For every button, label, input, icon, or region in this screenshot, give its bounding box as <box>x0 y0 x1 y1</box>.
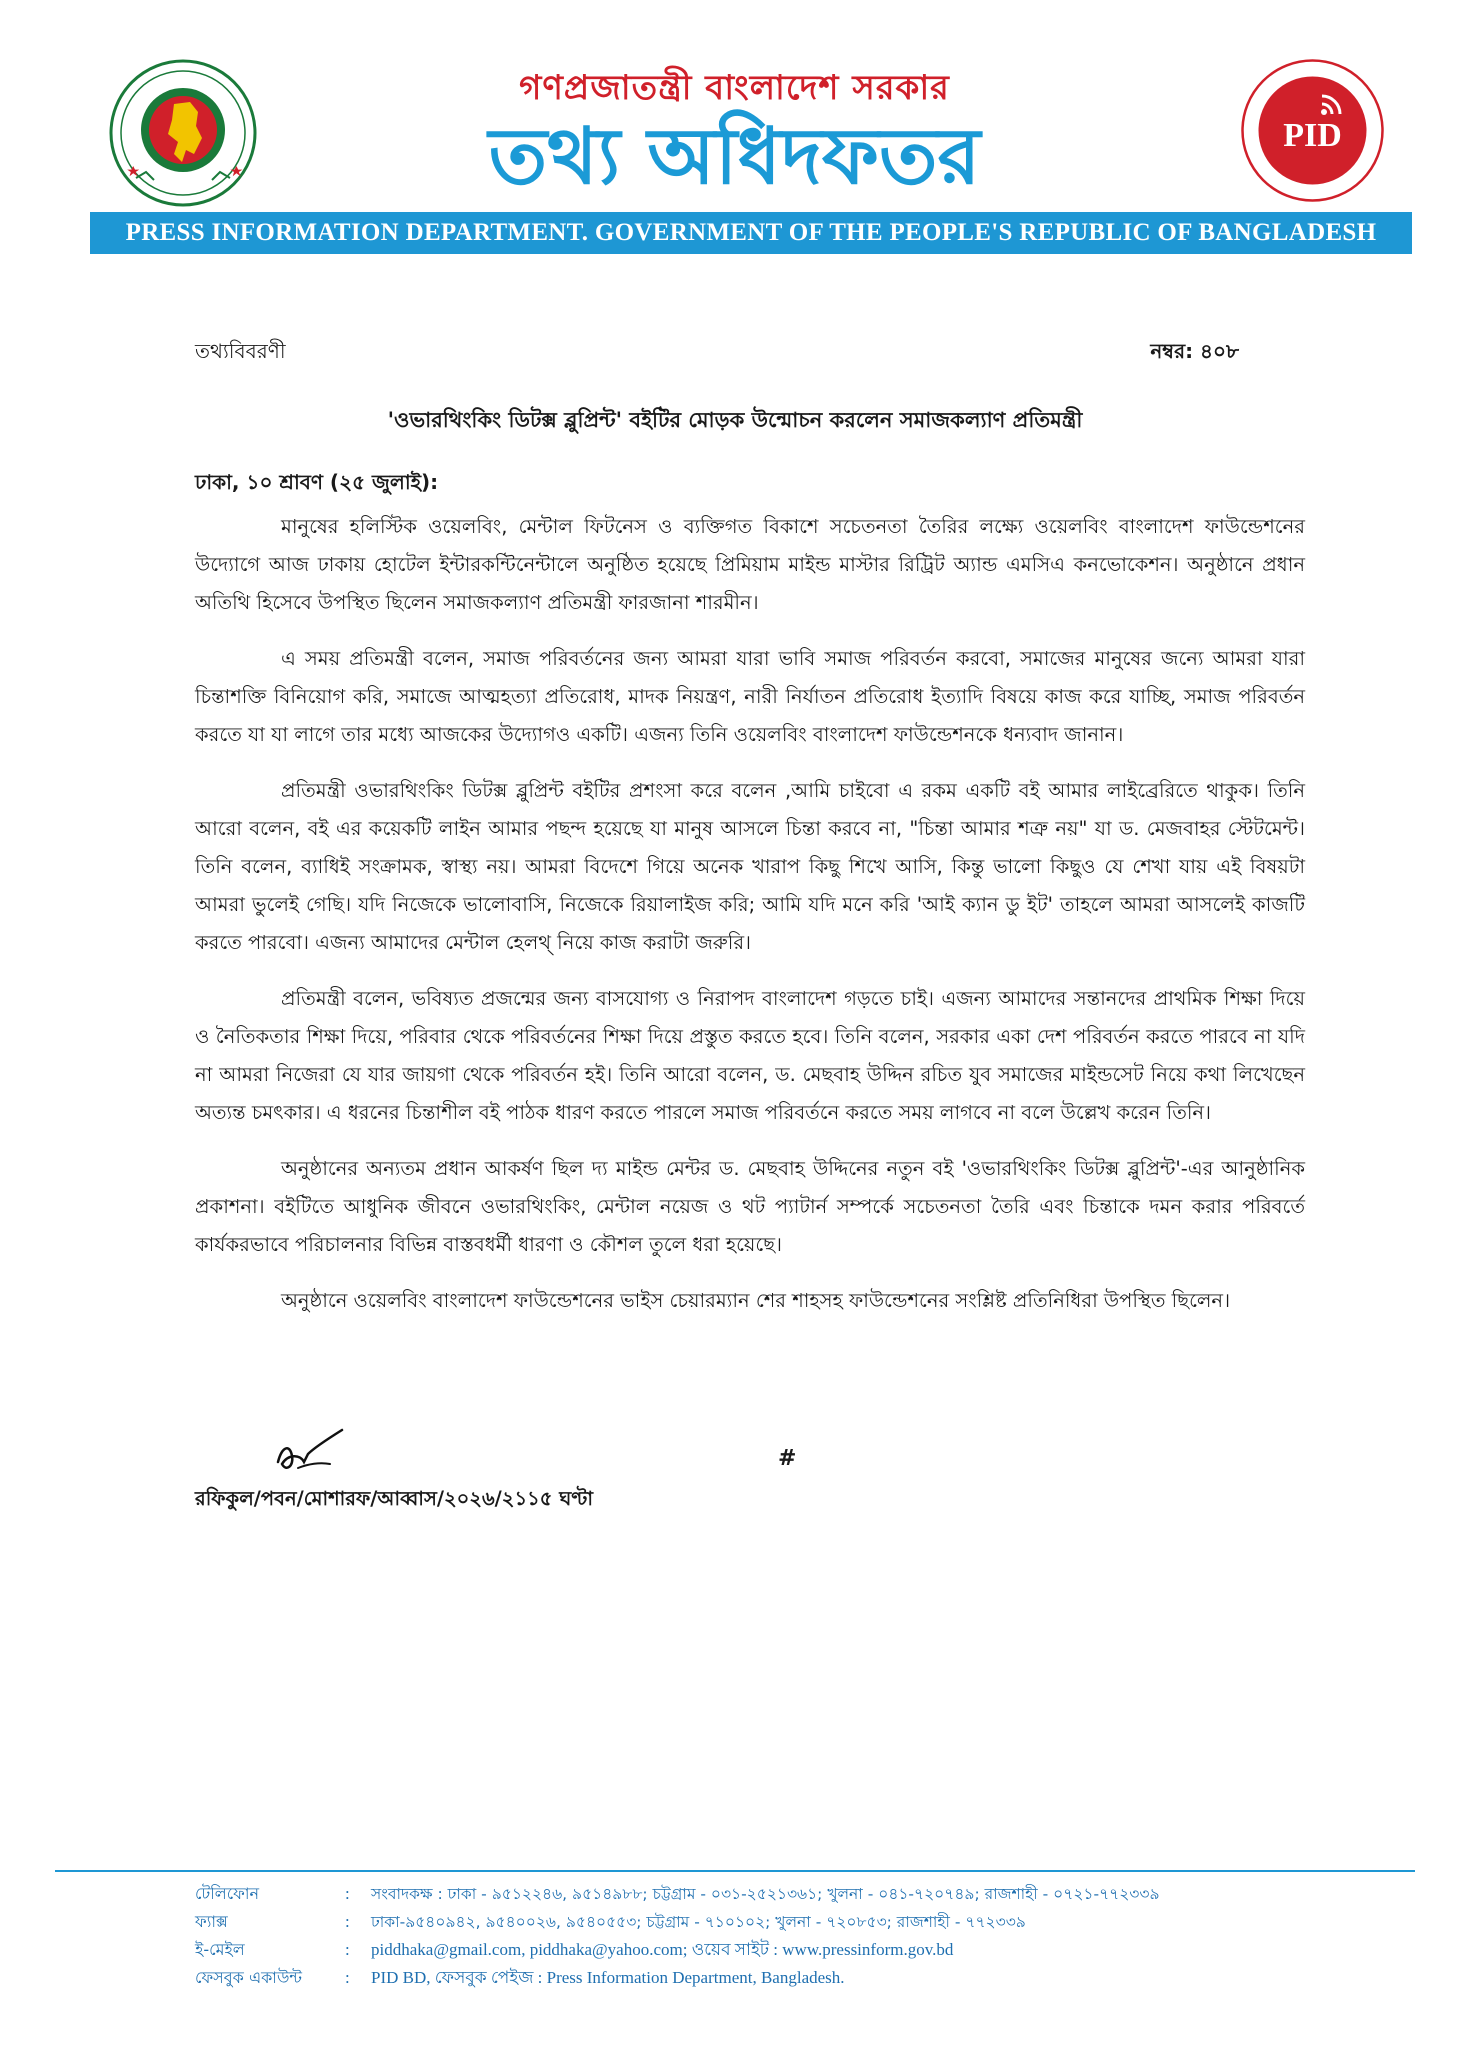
footer-value: সংবাদকক্ষ : ঢাকা - ৯৫১২২৪৬, ৯৫১৪৯৮৮; চট্টগ্রাম - ০৩১-২৫২১৩৬১; খুলনা - ০৪১-৭২০৭৪৯; রাজশাহী - ০৭২১-৭৭২৩৩৯ <box>371 1885 1160 1903</box>
footer-colon: : <box>345 1968 350 1987</box>
body-paragraph: প্রতিমন্ত্রী ওভারথিংকিং ডিটক্স ব্লুপ্রিন্ট বইটির প্রশংসা করে বলেন ,আমি চাইবো এ রকম একটি বই আমার লাইব্রেরিতে থাকুক। তিনি আরো বলেন, বই এর কয়েকটি লাইন আমার পছন্দ হয়েছে যা মানুষ আসলে চিন্তা করবে না, "চিন্তা আমার শত্রু নয়" যা ড. মেজবাহর স্টেটমেন্ট। তিনি বলেন, ব্যাধিই সংক্রামক, স্বাস্থ্য নয়। আমরা বিদেশে গিয়ে অনেক খারাপ কিছু শিখে আসি, কিন্তু ভালো কিছুও যে শেখা যায় এই বিষয়টা আমরা ভুলেই গেছি। যদি নিজেকে ভালোবাসি, নিজেকে রিয়ালাইজ করি; আমি যদি মনে করি 'আই ক্যান ডু ইট' তাহলে আমরা আসলেই কাজটি করতে পারবো। এজন্য আমাদের মেন্টাল হেলথ্ নিয়ে কাজ করাটা জরুরি। <box>195 779 1305 954</box>
press-release-body <box>195 508 1305 1338</box>
footer-divider <box>55 1870 1415 1872</box>
footer-label: ই-মেইল <box>195 1940 245 1959</box>
reference-line: রফিকুল/পবন/মোশারফ/আব্বাস/২০২৬/২১১৫ ঘণ্টা <box>195 1487 594 1510</box>
footer-value: piddhaka@gmail.com, piddhaka@yahoo.com; ওয়েব সাইট : www.pressinform.gov.bd <box>371 1940 954 1959</box>
body-paragraph: অনুষ্ঠানে ওয়েলবিং বাংলাদেশ ফাউন্ডেশনের ভাইস চেয়ারম্যান শের শাহসহ ফাউন্ডেশনের সংশ্লিষ্ট প্রতিনিধিরা উপস্থিত ছিলেন। <box>281 1289 1231 1312</box>
government-title: গণপ্রজাতন্ত্রী বাংলাদেশ সরকার <box>519 68 950 108</box>
footer-row-email <box>195 1936 1345 1964</box>
footer-label: ফ্যাক্স <box>195 1912 228 1931</box>
document-type: তথ্যবিবরণী <box>195 339 286 363</box>
end-mark: # <box>778 1446 797 1471</box>
body-paragraph: মানুষের হলিস্টিক ওয়েলবিং, মেন্টাল ফিটনেস ও ব্যক্তিগত বিকাশে সচেতনতা তৈরির লক্ষ্যে ওয়েলবিং বাংলাদেশ ফাউন্ডেশনের উদ্যোগে আজ ঢাকায় হোটেল ইন্টারকন্টিনেন্টালে অনুষ্ঠিত হয়েছে প্রিমিয়াম মাইন্ড মাস্টার রিট্রিট অ্যান্ড এমসিএ কনভোকেশন। অনুষ্ঠানে প্রধান অতিথি হিসেবে উপস্থিত ছিলেন সমাজকল্যাণ প্রতিমন্ত্রী ফারজানা শারমীন। <box>195 515 1305 614</box>
letterhead <box>0 0 1469 260</box>
department-title-bangla: তথ্য অধিদফতর <box>488 112 981 202</box>
department-title-english: PRESS INFORMATION DEPARTMENT. GOVERNMENT OF THE PEOPLE'S REPUBLIC OF BANGLADESH <box>90 212 1412 254</box>
signature-icon <box>268 1424 368 1484</box>
footer-label: ফেসবুক একাউন্ট <box>195 1968 302 1987</box>
footer-colon: : <box>345 1884 350 1903</box>
footer-row-facebook <box>195 1964 1345 1992</box>
footer-row-fax <box>195 1908 1345 1936</box>
svg-text:PID: PID <box>1283 117 1342 154</box>
body-paragraph: অনুষ্ঠানের অন্যতম প্রধান আকর্ষণ ছিল দ্য মাইন্ড মেন্টর ড. মেছবাহ উদ্দিনের নতুন বই 'ওভারথিংকিং ডিটক্স ব্লুপ্রিন্ট'-এর আনুষ্ঠানিক প্রকাশনা। বইটিতে আধুনিক জীবনে ওভারথিংকিং, মেন্টাল নয়েজ ও থট প্যাটার্ন সম্পর্কে সচেতনতা তৈরি এবং চিন্তাকে দমন করার পরিবর্তে কার্যকরভাবে পরিচালনার বিভিন্ন বাস্তবধর্মী ধারণা ও কৌশল তুলে ধরা হয়েছে। <box>195 1157 1305 1256</box>
footer-colon: : <box>345 1940 350 1959</box>
footer-row-telephone <box>195 1880 1345 1908</box>
dateline: ঢাকা, ১০ শ্রাবণ (২৫ জুলাই): <box>195 470 439 494</box>
footer-label: টেলিফোন <box>195 1884 260 1903</box>
press-release-headline: 'ওভারথিংকিং ডিটক্স ব্লুপ্রিন্ট' বইটির মোড়ক উন্মোচন করলেন সমাজকল্যাণ প্রতিমন্ত্রী <box>387 408 1083 432</box>
contact-footer <box>195 1880 1345 1992</box>
body-paragraph: প্রতিমন্ত্রী বলেন, ভবিষ্যত প্রজন্মের জন্য বাসযোগ্য ও নিরাপদ বাংলাদেশ গড়তে চাই। এজন্য আমাদের সন্তানদের প্রাথমিক শিক্ষা দিয়ে ও নৈতিকতার শিক্ষা দিয়ে, পরিবার থেকে পরিবর্তনের শিক্ষা দিয়ে প্রস্তুত করতে হবে। তিনি বলেন, সরকার একা দেশ পরিবর্তন করতে পারবে না যদি না আমরা নিজেরা যে যার জায়গা থেকে পরিবর্তন হই। তিনি আরো বলেন, ড. মেছবাহ উদ্দিন রচিত যুব সমাজের মাইন্ডসেট নিয়ে কথা লিখেছেন অত্যন্ত চমৎকার। এ ধরনের চিন্তাশীল বই পাঠক ধারণ করতে পারলে সমাজ পরিবর্তনে করতে সময় লাগবে না বলে উল্লেখ করেন তিনি। <box>195 987 1305 1124</box>
footer-value: PID BD, ফেসবুক পেইজ : Press Information Department, Bangladesh. <box>371 1968 845 1987</box>
document-number: নম্বর: ৪০৮ <box>1150 339 1239 363</box>
footer-value: ঢাকা-৯৫৪০৯৪২, ৯৫৪০০২৬, ৯৫৪০৫৫৩; চট্টগ্রাম - ৭১০১০২; খুলনা - ৭২০৮৫৩; রাজশাহী - ৭৭২৩৩৯ <box>371 1913 1026 1931</box>
footer-colon: : <box>345 1912 350 1931</box>
body-paragraph: এ সময় প্রতিমন্ত্রী বলেন, সমাজ পরিবর্তনের জন্য আমরা যারা ভাবি সমাজ পরিবর্তন করবো, সমাজের মানুষের জন্যে আমরা যারা চিন্তাশক্তি বিনিয়োগ করি, সমাজে আত্মহত্যা প্রতিরোধ, মাদক নিয়ন্ত্রণ, নারী নির্যাতন প্রতিরোধ ইত্যাদি বিষয়ে কাজ করে যাচ্ছি, সমাজ পরিবর্তন করতে যা যা লাগে তার মধ্যে আজকের উদ্যোগও একটি। এজন্য তিনি ওয়েলবিং বাংলাদেশ ফাউন্ডেশনকে ধন্যবাদ জানান। <box>195 647 1305 746</box>
